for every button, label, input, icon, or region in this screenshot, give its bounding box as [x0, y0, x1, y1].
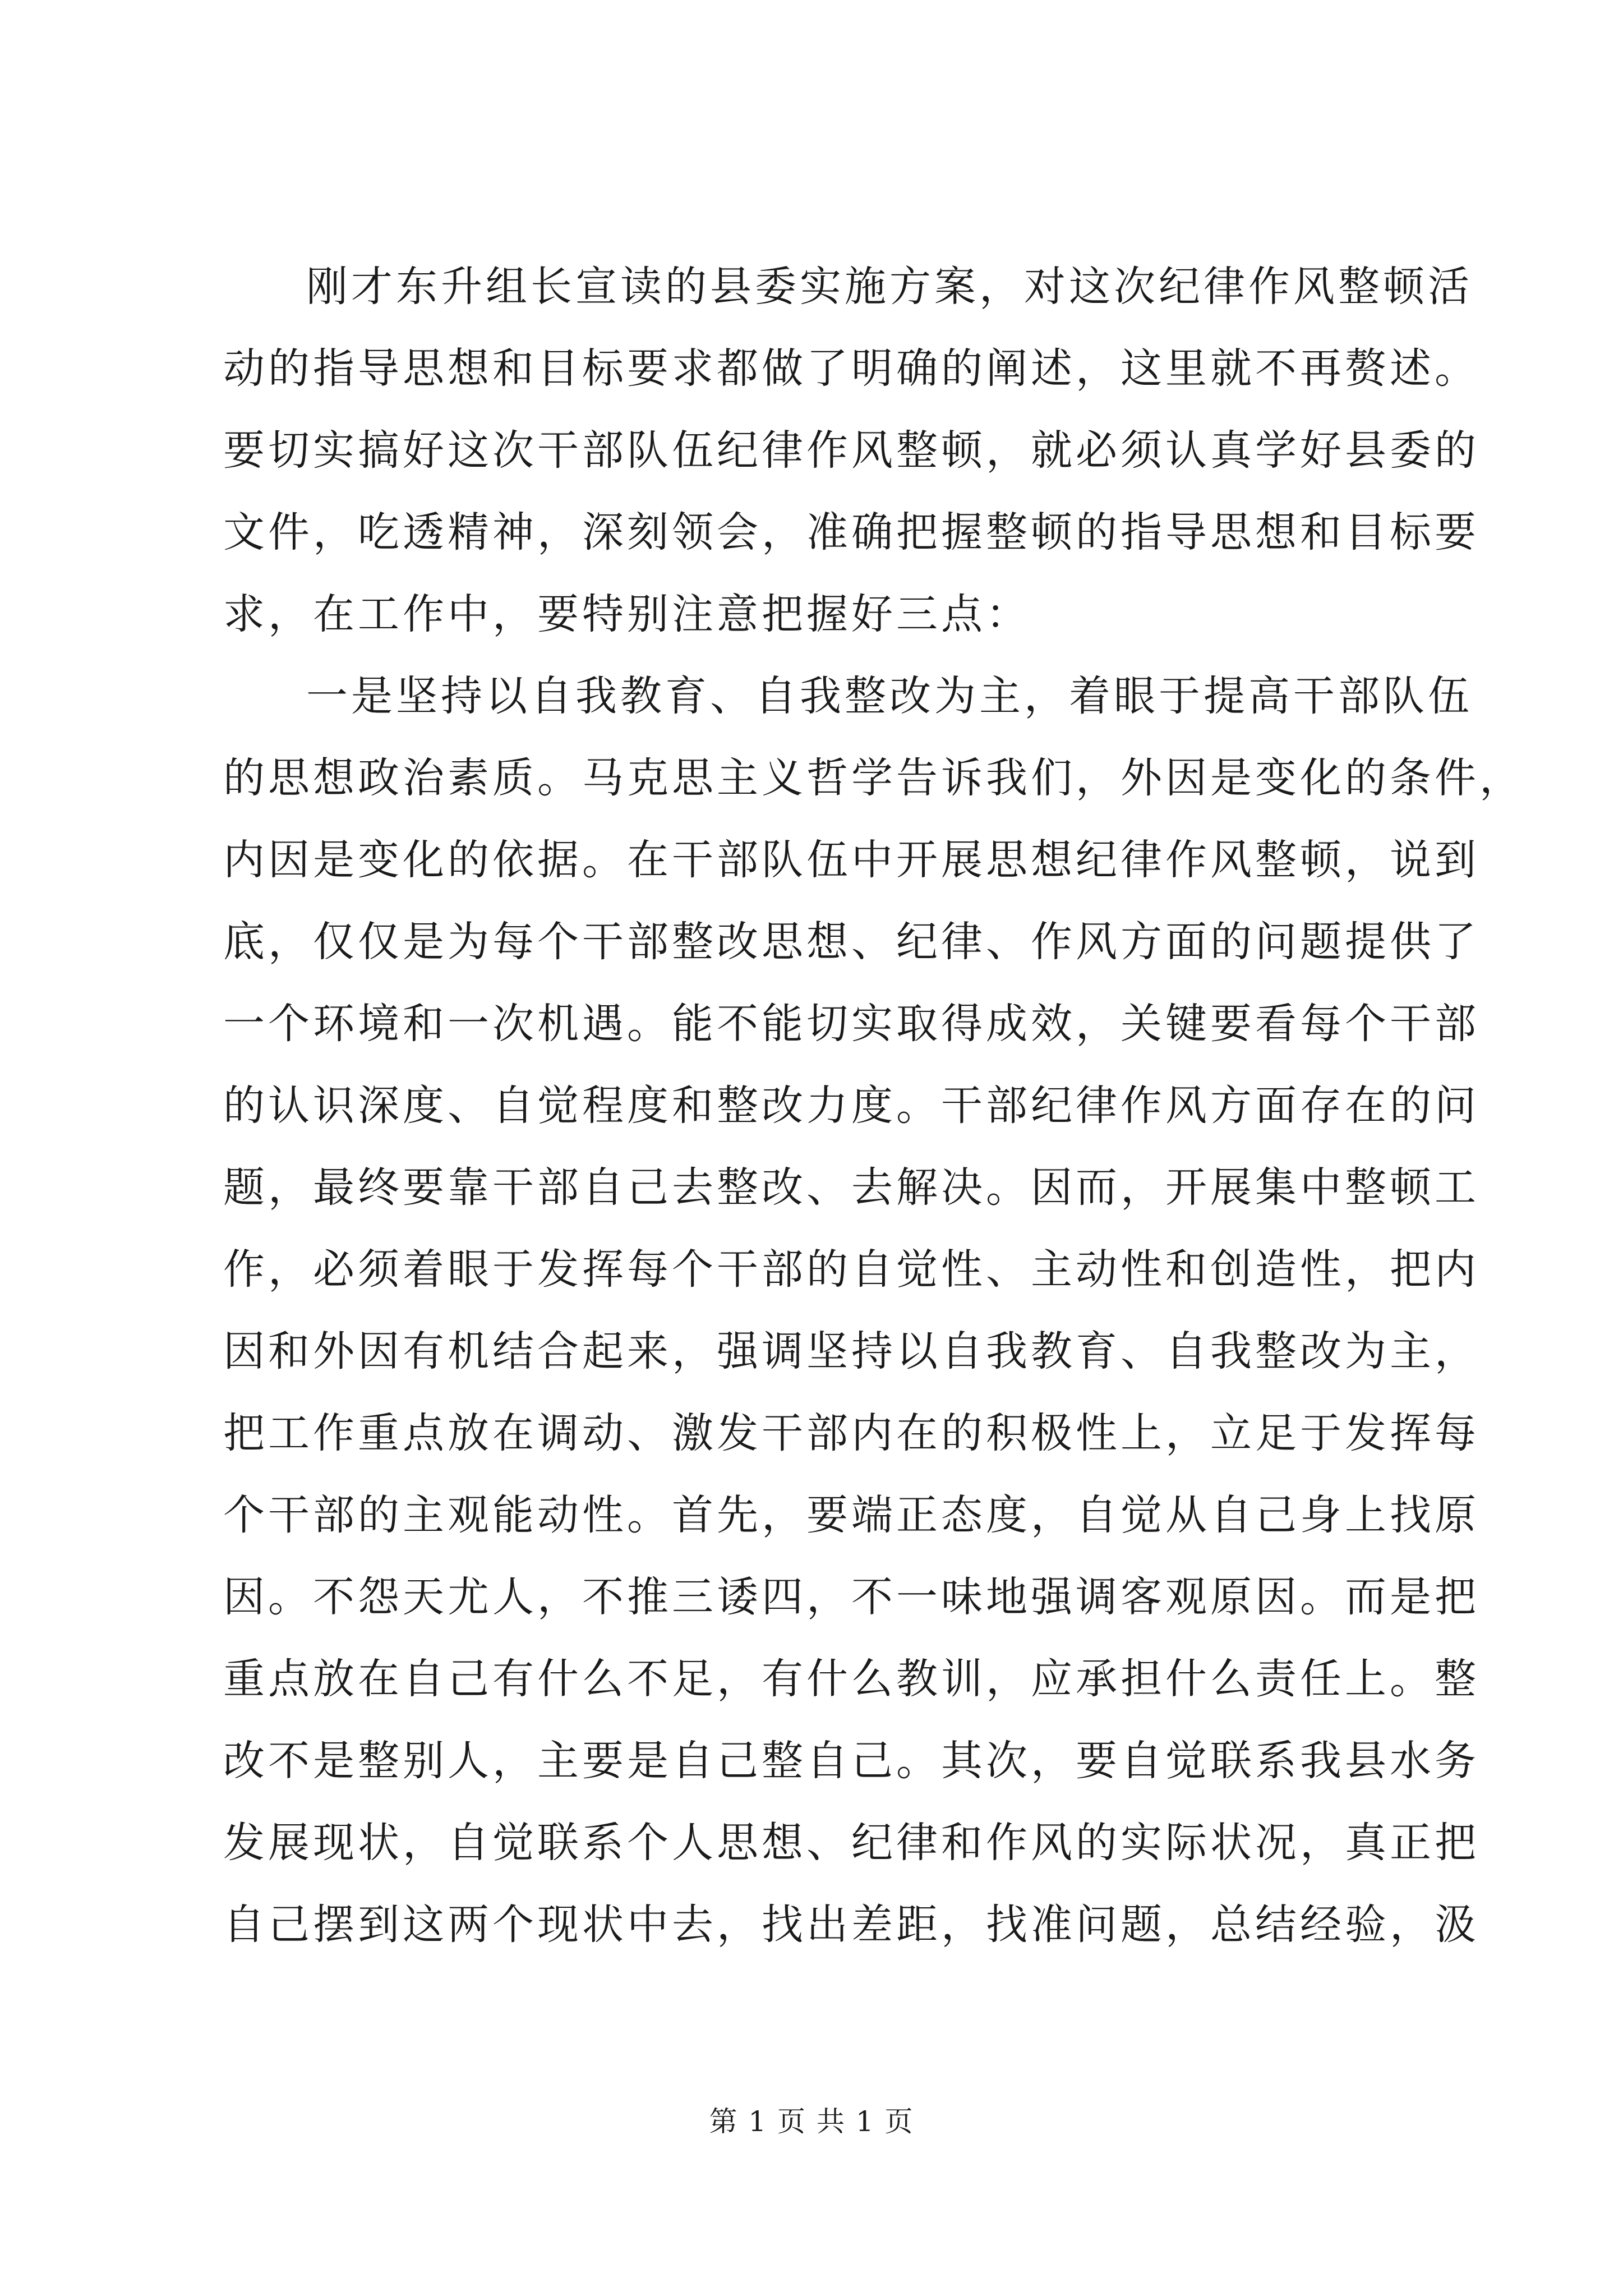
text-line: 动的指导思想和目标要求都做了明确的阐述，这里就不再赘述。: [223, 344, 1479, 393]
text-line: 文件，吃透精神，深刻领会，准确把握整顿的指导思想和目标要: [223, 508, 1479, 556]
text-line: 的认识深度、自觉程度和整改力度。干部纪律作风方面存在的问: [223, 1082, 1479, 1130]
text-line: 题，最终要靠干部自己去整改、去解决。因而，开展集中整顿工: [223, 1163, 1479, 1212]
text-line: 要切实搞好这次干部队伍纪律作风整顿，就必须认真学好县委的: [223, 426, 1479, 475]
text-line: 因和外因有机结合起来，强调坚持以自我教育、自我整改为主，: [223, 1327, 1479, 1375]
text-line: 发展现状，自觉联系个人思想、纪律和作风的实际状况，真正把: [223, 1819, 1479, 1867]
text-line: 个干部的主观能动性。首先，要端正态度，自觉从自己身上找原: [223, 1491, 1479, 1539]
text-line: 的思想政治素质。马克思主义哲学告诉我们，外因是变化的条件，: [223, 754, 1524, 802]
text-line: 底，仅仅是为每个干部整改思想、纪律、作风方面的问题提供了: [223, 918, 1479, 966]
text-line: 一是坚持以自我教育、自我整改为主，着眼于提高干部队伍: [306, 672, 1473, 720]
text-line: 一个环境和一次机遇。能不能切实取得成效，关键要看每个干部: [223, 1000, 1479, 1048]
text-line: 把工作重点放在调动、激发干部内在的积极性上，立足于发挥每: [223, 1409, 1479, 1457]
text-line: 求，在工作中，要特别注意把握好三点：: [223, 590, 1031, 638]
text-line: 重点放在自己有什么不足，有什么教训，应承担什么责任上。整: [223, 1655, 1479, 1703]
text-line: 改不是整别人，主要是自己整自己。其次，要自觉联系我县水务: [223, 1737, 1479, 1785]
document-body: [223, 246, 1524, 1966]
text-line: 刚才东升组长宣读的县委实施方案，对这次纪律作风整顿活: [306, 263, 1473, 311]
text-line: 自己摆到这两个现状中去，找出差距，找准问题，总结经验，汲: [223, 1901, 1479, 1949]
text-line: 作，必须着眼于发挥每个干部的自觉性、主动性和创造性，把内: [223, 1245, 1479, 1294]
text-line: 因。不怨天尤人，不推三诿四，不一味地强调客观原因。而是把: [223, 1573, 1479, 1621]
page-footer: 第 1 页 共 1 页: [709, 2105, 914, 2138]
text-line: 内因是变化的依据。在干部队伍中开展思想纪律作风整顿，说到: [223, 836, 1479, 884]
